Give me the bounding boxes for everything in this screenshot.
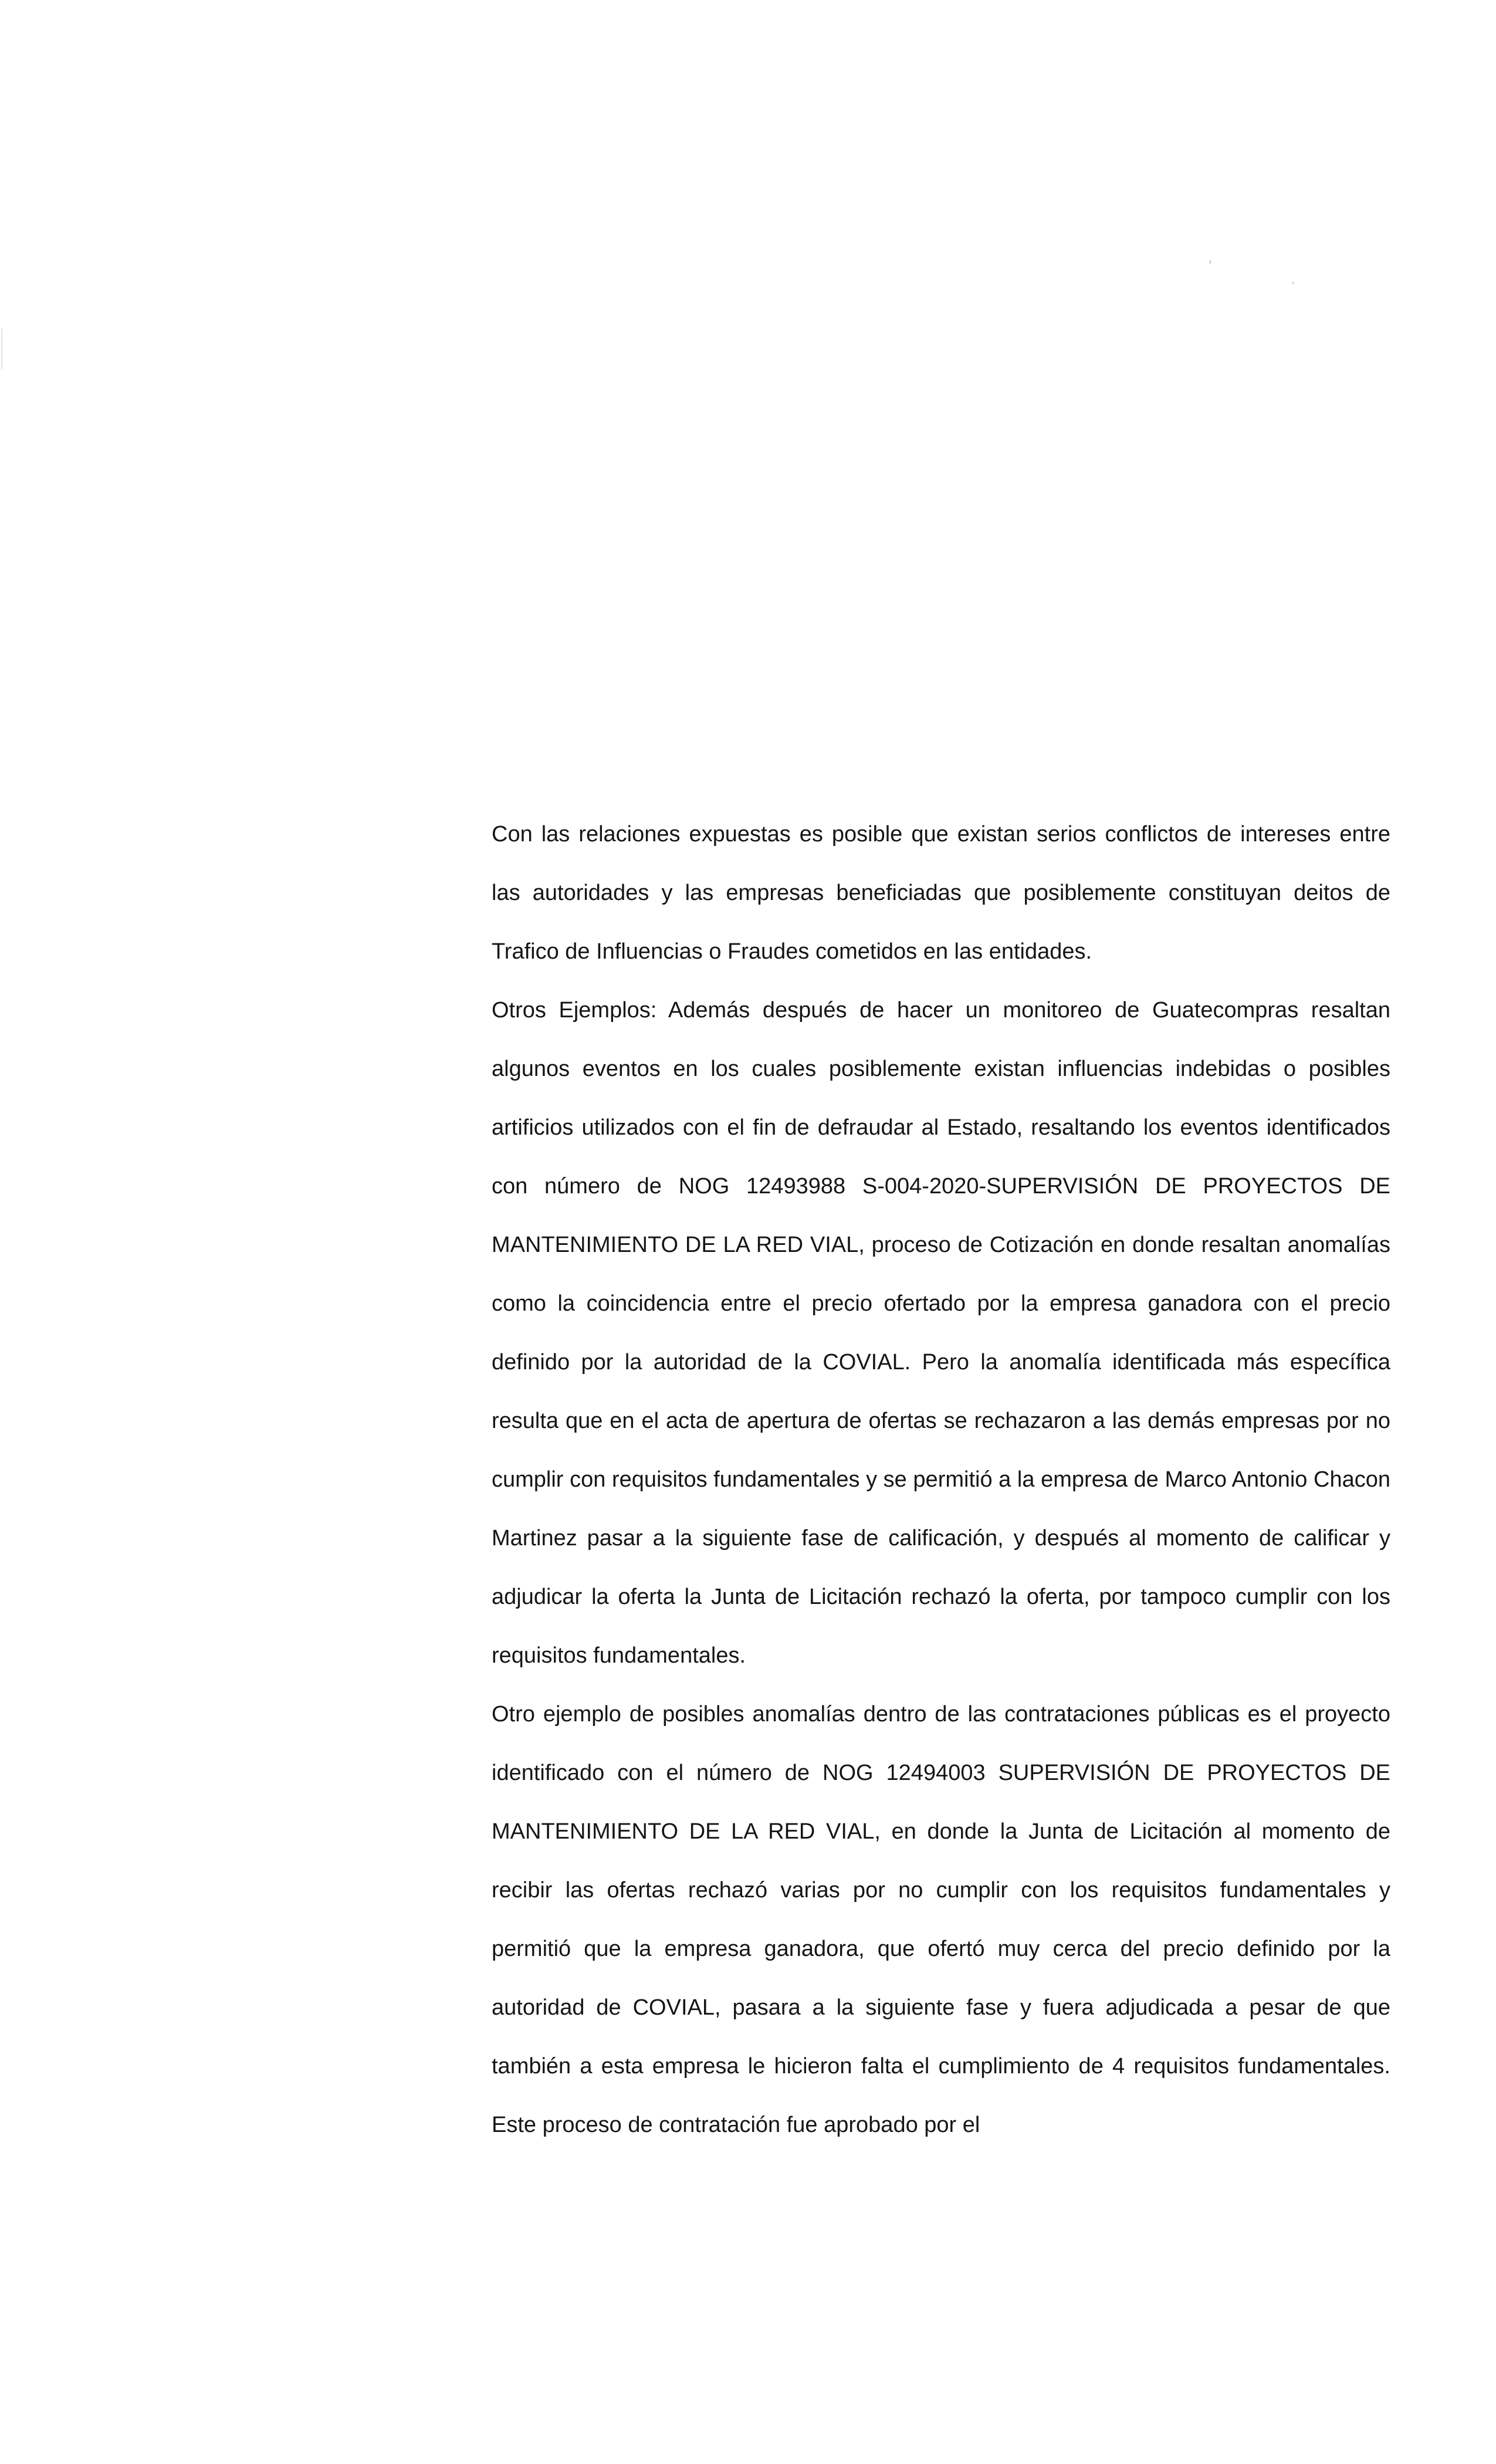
paragraph-other-examples: Otros Ejemplos: Además después de hacer un monitoreo de Guatecompras resaltan algunos eventos en los cuales posiblemente existan influencias indebidas o posibles artificios utilizados con el fin de defraudar al Estado, resaltando los eventos identificados con número de NOG 12493988 S-004-2020-SUPERVISIÓN DE PROYECTOS DE MANTENIMIENTO DE LA RED VIAL, proceso de Cotización en donde resaltan anomalías como la coincidencia entre el precio ofertado por la empresa ganadora con el precio definido por la autoridad de la COVIAL. Pero la anomalía identificada más específica resulta que en el acta de apertura de ofertas se rechazaron a las demás empresas por no cumplir con requisitos fundamentales y se permitió a la empresa de Marco Antonio Chacon Martinez pasar a la siguiente fase de calificación, y después al momento de calificar y adjudicar la oferta la Junta de Licitación rechazó la oferta, por tampoco cumplir con los requisitos fundamentales.: [492, 998, 1390, 1668]
edge-speck: [1, 329, 2, 370]
paragraph-conflicts: Con las relaciones expuestas es posible que existan serios conflictos de intereses entre las autoridades y las empresas beneficiadas que posiblemente constituyan deitos de Trafico de Influencias o Fraudes cometidos en las entidades.: [492, 822, 1390, 964]
scan-speck: ': [1209, 258, 1212, 272]
scan-speck: `: [1291, 280, 1297, 295]
body-text: [492, 805, 1390, 2154]
paragraph-another-example: Otro ejemplo de posibles anomalías dentro de las contrataciones públicas es el proyecto identificado con el número de NOG 12494003 SUPERVISIÓN DE PROYECTOS DE MANTENIMIENTO DE LA RED VIAL, en donde la Junta de Licitación al momento de recibir las ofertas rechazó varias por no cumplir con los requisitos fundamentales y permitió que la empresa ganadora, que ofertó muy cerca del precio definido por la autoridad de COVIAL, pasara a la siguiente fase y fuera adjudicada a pesar de que también a esta empresa le hicieron falta el cumplimiento de 4 requisitos fundamentales. Este proceso de contratación fue aprobado por el: [492, 1702, 1390, 2137]
